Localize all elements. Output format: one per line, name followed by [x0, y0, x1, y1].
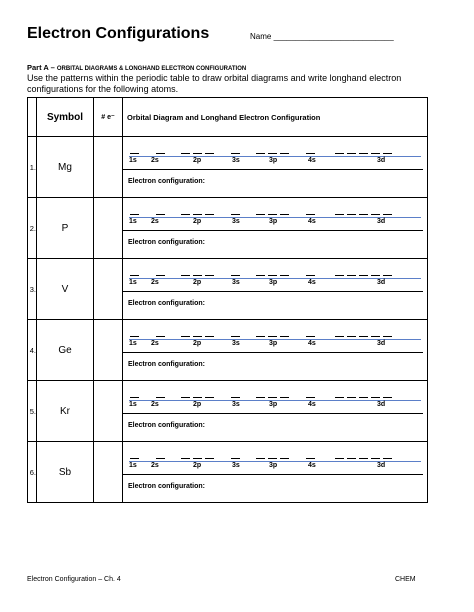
orbital-label: 3p: [269, 218, 278, 225]
orbital-boxes: [123, 442, 423, 474]
orbital-slot[interactable]: [205, 324, 214, 337]
orbital-slot[interactable]: [359, 385, 368, 398]
header-symbol: Symbol: [37, 98, 94, 137]
orbital-diagram-cell: [123, 381, 428, 442]
orbital-slot[interactable]: [306, 202, 315, 215]
orbital-slot[interactable]: [268, 141, 277, 154]
electron-count-field[interactable]: [94, 381, 123, 442]
atom-row: [28, 381, 428, 442]
part-a-title: ORBITAL DIAGRAMS & LONGHAND ELECTRON CONFIGURATION: [56, 66, 247, 72]
orbital-slot[interactable]: [347, 202, 356, 215]
config-label: Electron configuration:: [128, 300, 205, 307]
orbital-label: 2s: [151, 340, 159, 347]
electron-count-field[interactable]: [94, 198, 123, 259]
orbital-label: 3s: [232, 218, 240, 225]
element-symbol: V: [37, 259, 94, 320]
orbital-label: 3s: [232, 157, 240, 164]
orbital-slot[interactable]: [205, 446, 214, 459]
config-label: Electron configuration:: [128, 361, 205, 368]
orbital-diagram-area[interactable]: [123, 259, 423, 319]
orbital-slot[interactable]: [156, 385, 165, 398]
orbital-label: 3p: [269, 462, 278, 469]
orbital-slot[interactable]: [335, 385, 344, 398]
row-number: 5.: [28, 381, 37, 442]
element-symbol: Sb: [37, 442, 94, 503]
orbital-boxes: [123, 137, 423, 169]
orbital-label: 3p: [269, 340, 278, 347]
orbital-slot[interactable]: [306, 263, 315, 276]
orbital-slot[interactable]: [280, 202, 289, 215]
element-symbol: Ge: [37, 320, 94, 381]
orbital-slot[interactable]: [383, 263, 392, 276]
orbital-label: 2p: [193, 279, 202, 286]
orbital-slot[interactable]: [130, 324, 139, 337]
orbital-slot[interactable]: [347, 141, 356, 154]
row-number: 6.: [28, 442, 37, 503]
atom-row: [28, 320, 428, 381]
orbital-slot[interactable]: [359, 446, 368, 459]
orbital-label: 1s: [129, 401, 137, 408]
element-symbol: P: [37, 198, 94, 259]
orbital-slot[interactable]: [268, 263, 277, 276]
orbital-label: 3p: [269, 157, 278, 164]
orbital-slot[interactable]: [371, 446, 380, 459]
orbital-label: 4s: [308, 462, 316, 469]
orbital-label: 2s: [151, 279, 159, 286]
orbital-slot[interactable]: [306, 324, 315, 337]
orbital-slot[interactable]: [306, 141, 315, 154]
orbital-slot[interactable]: [130, 141, 139, 154]
header-electrons: # e⁻: [94, 98, 123, 137]
orbital-label: 3s: [232, 401, 240, 408]
orbital-boxes: [123, 259, 423, 291]
orbital-label: 2p: [193, 401, 202, 408]
orbital-label: 2s: [151, 462, 159, 469]
electron-count-field[interactable]: [94, 137, 123, 198]
orbital-slot[interactable]: [371, 141, 380, 154]
orbital-slot[interactable]: [383, 446, 392, 459]
orbital-slot[interactable]: [383, 141, 392, 154]
name-field[interactable]: Name ___________________________: [250, 32, 394, 41]
orbital-slot[interactable]: [181, 446, 190, 459]
orbital-diagram-area[interactable]: [123, 198, 423, 258]
atom-row: [28, 442, 428, 503]
orbital-slot[interactable]: [280, 263, 289, 276]
orbital-slot[interactable]: [193, 202, 202, 215]
worksheet-table: [27, 97, 428, 503]
orbital-slot[interactable]: [335, 446, 344, 459]
orbital-diagram-area[interactable]: [123, 137, 423, 197]
orbital-slot[interactable]: [156, 202, 165, 215]
orbital-slot[interactable]: [280, 141, 289, 154]
orbital-label: 4s: [308, 340, 316, 347]
orbital-slot[interactable]: [231, 385, 240, 398]
orbital-diagram-area[interactable]: [123, 320, 423, 380]
config-label: Electron configuration:: [128, 178, 205, 185]
orbital-slot[interactable]: [193, 324, 202, 337]
orbital-slot[interactable]: [359, 141, 368, 154]
part-a-heading: [27, 63, 246, 72]
atom-row: [28, 198, 428, 259]
configuration-line[interactable]: [123, 474, 423, 503]
orbital-slot[interactable]: [335, 141, 344, 154]
orbital-label: 4s: [308, 279, 316, 286]
electron-count-field[interactable]: [94, 259, 123, 320]
row-number: 2.: [28, 198, 37, 259]
orbital-label: 3s: [232, 462, 240, 469]
orbital-slot[interactable]: [193, 141, 202, 154]
orbital-slot[interactable]: [280, 446, 289, 459]
orbital-slot[interactable]: [268, 446, 277, 459]
orbital-label: 1s: [129, 218, 137, 225]
orbital-slot[interactable]: [205, 202, 214, 215]
orbital-slot[interactable]: [335, 202, 344, 215]
element-symbol: Mg: [37, 137, 94, 198]
page-title: Electron Configurations: [27, 25, 210, 42]
orbital-slot[interactable]: [156, 446, 165, 459]
orbital-slot[interactable]: [231, 324, 240, 337]
row-number: 4.: [28, 320, 37, 381]
orbital-slot[interactable]: [156, 141, 165, 154]
orbital-slot[interactable]: [335, 324, 344, 337]
config-label: Electron configuration:: [128, 239, 205, 246]
orbital-slot[interactable]: [256, 141, 265, 154]
orbital-slot[interactable]: [256, 385, 265, 398]
orbital-slot[interactable]: [256, 263, 265, 276]
orbital-label: 2s: [151, 157, 159, 164]
orbital-slot[interactable]: [371, 385, 380, 398]
orbital-slot[interactable]: [359, 263, 368, 276]
orbital-slot[interactable]: [256, 446, 265, 459]
orbital-slot[interactable]: [383, 385, 392, 398]
orbital-slot[interactable]: [181, 385, 190, 398]
orbital-slot[interactable]: [268, 385, 277, 398]
orbital-label: 3p: [269, 401, 278, 408]
orbital-diagram-cell: [123, 259, 428, 320]
header-diagram: Orbital Diagram and Longhand Electron Configuration: [123, 98, 428, 137]
orbital-slot[interactable]: [347, 446, 356, 459]
orbital-slot[interactable]: [205, 263, 214, 276]
orbital-label: 2p: [193, 462, 202, 469]
orbital-slot[interactable]: [347, 324, 356, 337]
orbital-slot[interactable]: [205, 141, 214, 154]
orbital-label: 4s: [308, 157, 316, 164]
orbital-slot[interactable]: [280, 385, 289, 398]
orbital-label: 3d: [377, 157, 386, 164]
orbital-label: 4s: [308, 401, 316, 408]
orbital-slot[interactable]: [130, 202, 139, 215]
orbital-label: 2p: [193, 157, 202, 164]
orbital-slot[interactable]: [205, 385, 214, 398]
orbital-label: 3s: [232, 340, 240, 347]
footer-left: Electron Configuration – Ch. 4: [27, 576, 121, 583]
configuration-line[interactable]: [123, 291, 423, 320]
part-a-prefix: Part A –: [27, 63, 57, 72]
orbital-label: 3d: [377, 279, 386, 286]
orbital-slot[interactable]: [193, 385, 202, 398]
orbital-slot[interactable]: [156, 263, 165, 276]
orbital-slot[interactable]: [306, 446, 315, 459]
orbital-slot[interactable]: [268, 202, 277, 215]
orbital-diagram-cell: [123, 137, 428, 198]
orbital-slot[interactable]: [371, 202, 380, 215]
orbital-diagram-cell: [123, 198, 428, 259]
orbital-label: 3d: [377, 462, 386, 469]
orbital-slot[interactable]: [280, 324, 289, 337]
orbital-boxes: [123, 381, 423, 413]
orbital-slot[interactable]: [383, 324, 392, 337]
orbital-slot[interactable]: [347, 263, 356, 276]
orbital-label: 1s: [129, 340, 137, 347]
config-label: Electron configuration:: [128, 483, 205, 490]
electron-count-field[interactable]: [94, 320, 123, 381]
row-number: 3.: [28, 259, 37, 320]
config-label: Electron configuration:: [128, 422, 205, 429]
atom-row: [28, 259, 428, 320]
orbital-diagram-cell: [123, 442, 428, 503]
orbital-diagram-area[interactable]: [123, 442, 423, 502]
header-num-cell: [28, 98, 37, 137]
orbital-slot[interactable]: [181, 202, 190, 215]
orbital-slot[interactable]: [371, 324, 380, 337]
orbital-slot[interactable]: [130, 446, 139, 459]
orbital-slot[interactable]: [231, 446, 240, 459]
orbital-slot[interactable]: [231, 141, 240, 154]
instructions: Use the patterns within the periodic table to draw orbital diagrams and write longhand electron configurations for the following atoms.: [27, 73, 402, 94]
atom-row: [28, 137, 428, 198]
orbital-slot[interactable]: [130, 263, 139, 276]
orbital-slot[interactable]: [181, 141, 190, 154]
header-row: [28, 98, 428, 137]
orbital-label: 2s: [151, 218, 159, 225]
orbital-slot[interactable]: [156, 324, 165, 337]
orbital-slot[interactable]: [335, 263, 344, 276]
orbital-slot[interactable]: [231, 263, 240, 276]
orbital-diagram-cell: [123, 320, 428, 381]
orbital-label: 2p: [193, 340, 202, 347]
orbital-label: 3d: [377, 401, 386, 408]
orbital-slot[interactable]: [130, 385, 139, 398]
orbital-slot[interactable]: [193, 263, 202, 276]
orbital-label: 1s: [129, 279, 137, 286]
orbital-boxes: [123, 320, 423, 352]
electron-count-field[interactable]: [94, 442, 123, 503]
orbital-label: 3s: [232, 279, 240, 286]
element-symbol: Kr: [37, 381, 94, 442]
orbital-slot[interactable]: [181, 263, 190, 276]
orbital-slot[interactable]: [268, 324, 277, 337]
orbital-slot[interactable]: [256, 202, 265, 215]
orbital-label: 3d: [377, 340, 386, 347]
orbital-slot[interactable]: [231, 202, 240, 215]
orbital-label: 1s: [129, 157, 137, 164]
orbital-slot[interactable]: [359, 202, 368, 215]
footer-right: CHEM: [395, 576, 416, 583]
orbital-slot[interactable]: [371, 263, 380, 276]
orbital-slot[interactable]: [306, 385, 315, 398]
orbital-diagram-area[interactable]: [123, 381, 423, 441]
configuration-line[interactable]: [123, 352, 423, 381]
orbital-slot[interactable]: [193, 446, 202, 459]
orbital-boxes: [123, 198, 423, 230]
orbital-label: 4s: [308, 218, 316, 225]
configuration-line[interactable]: [123, 169, 423, 198]
orbital-slot[interactable]: [347, 385, 356, 398]
orbital-slot[interactable]: [383, 202, 392, 215]
orbital-label: 3d: [377, 218, 386, 225]
orbital-label: 2s: [151, 401, 159, 408]
configuration-line[interactable]: [123, 413, 423, 442]
configuration-line[interactable]: [123, 230, 423, 259]
orbital-label: 2p: [193, 218, 202, 225]
orbital-slot[interactable]: [256, 324, 265, 337]
orbital-slot[interactable]: [181, 324, 190, 337]
orbital-slot[interactable]: [359, 324, 368, 337]
orbital-label: 3p: [269, 279, 278, 286]
orbital-label: 1s: [129, 462, 137, 469]
row-number: 1.: [28, 137, 37, 198]
